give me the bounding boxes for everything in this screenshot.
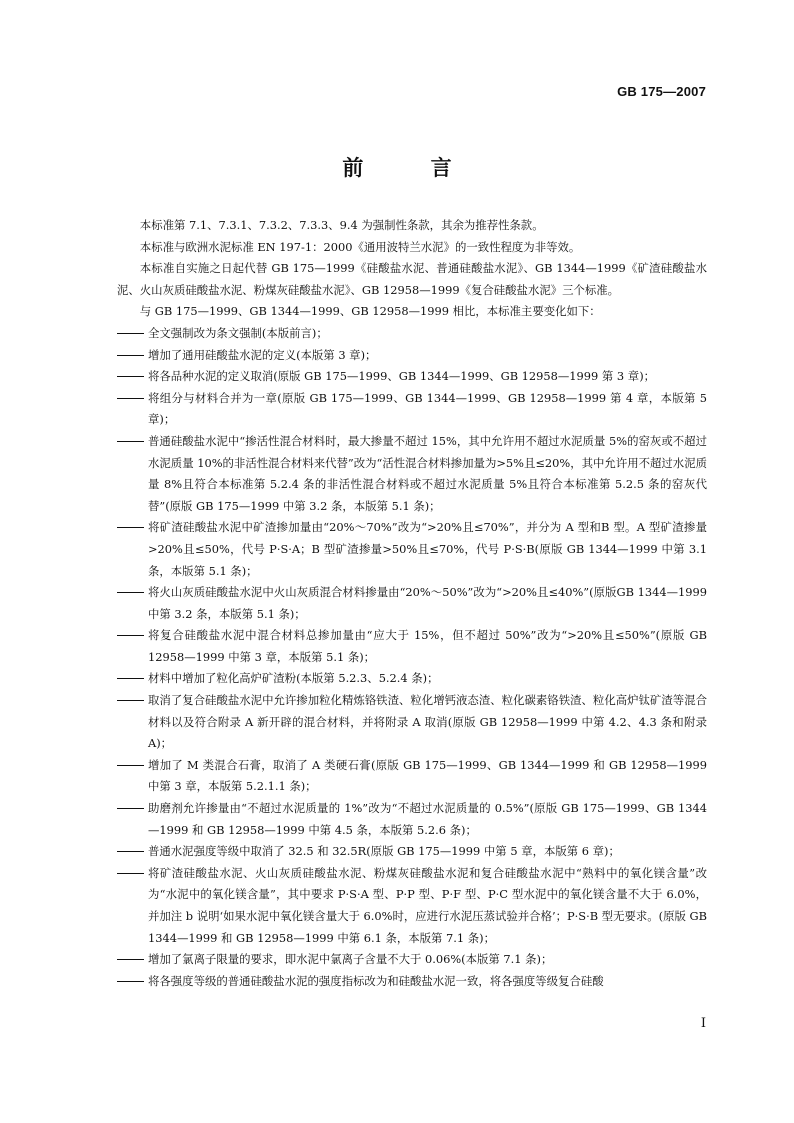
change-item <box>117 323 707 345</box>
dash-marker <box>117 376 144 377</box>
dash-marker <box>117 355 144 356</box>
change-text: 将复合硅酸盐水泥中混合材料总掺加量由“应大于 15%，但不超过 50%”改为“>20%且≤50%”(原版 GB 12958—1999 中第 3 章，本版第 5.1 条)； <box>148 628 707 664</box>
dash-marker <box>117 981 144 982</box>
dash-marker <box>117 635 144 636</box>
change-item <box>117 690 707 755</box>
dash-marker <box>117 592 144 593</box>
dash-marker <box>117 527 144 528</box>
change-item <box>117 949 707 971</box>
change-item <box>117 971 707 993</box>
paragraph: 本标准与欧洲水泥标准 EN 197-1：2000《通用波特兰水泥》的一致性程度为非等效。 <box>139 239 581 254</box>
change-item <box>117 755 707 798</box>
dash-marker <box>117 765 144 766</box>
paragraph: 与 GB 175—1999、GB 1344—1999、GB 12958—1999 相比，本标准主要变化如下： <box>139 304 601 319</box>
dash-marker <box>117 873 144 874</box>
dash-marker <box>117 333 144 334</box>
change-item <box>117 625 707 668</box>
change-text: 增加了氯离子限量的要求，即水泥中氯离子含量不大于 0.06%(本版第 7.1 条)； <box>148 952 553 967</box>
change-item <box>117 582 707 625</box>
change-item <box>117 366 707 388</box>
change-text: 增加了 M 类混合石膏，取消了 A 类硬石膏(原版 GB 175—1999、GB 1344—1999 和 GB 12958—1999 中第 3 章，本版第 5.2.1.1 条)； <box>148 757 707 794</box>
foreword-body <box>117 215 707 992</box>
dash-marker <box>117 959 144 960</box>
dash-marker <box>117 851 144 852</box>
dash-marker <box>117 808 144 809</box>
change-text: 普通水泥强度等级中取消了 32.5 和 32.5R(原版 GB 175—1999 中第 5 章，本版第 6 章)； <box>148 844 620 859</box>
change-text: 材料中增加了粒化高炉矿渣粉(本版第 5.2.3、5.2.4 条)； <box>148 671 439 686</box>
change-text: 将矿渣硅酸盐水泥中矿渣掺加量由“20%～70%”改为“>20%且≤70%”，并分为 A 型和B 型。A 型矿渣掺量>20%且≤50%，代号 P·S·A；B 型矿渣掺量>50%且≤70%，代号 P·S·B(原版 GB 1344—1999 中第 3.1 条，本版第 5.1 条)； <box>148 520 707 578</box>
change-text: 全文强制改为条文强制(本版前言)； <box>148 325 328 340</box>
dash-marker <box>117 398 144 399</box>
paragraph: 本标准自实施之日起代替 GB 175—1999《硅酸盐水泥、普通硅酸盐水泥》、GB 1344—1999《矿渣硅酸盐水泥、火山灰质硅酸盐水泥、粉煤灰硅酸盐水泥》、GB 12958—1999《复合硅酸盐水泥》三个标准。 <box>117 261 707 297</box>
change-item <box>117 841 707 863</box>
standard-number: GB 175—2007 <box>617 84 706 99</box>
change-item <box>117 517 707 582</box>
change-item <box>117 345 707 367</box>
change-text: 将火山灰质硅酸盐水泥中火山灰质混合材料掺量由“20%～50%”改为“>20%且≤40%”(原版GB 1344—1999 中第 3.2 条，本版第 5.1 条)； <box>148 585 707 621</box>
dash-marker <box>117 700 144 701</box>
paragraph: 本标准第 7.1、7.3.1、7.3.2、7.3.3、9.4 为强制性条款，其余为推荐性条款。 <box>139 218 544 232</box>
change-text: 取消了复合硅酸盐水泥中允许掺加粒化精炼铬铁渣、粒化增钙液态渣、粒化碳素铬铁渣、粒化高炉钛矿渣等混合材料以及符合附录 A 新开辟的混合材料，并将附录 A 取消(原版 GB 12958—1999 中第 4.2、4.3 条和附录 A)； <box>148 693 707 751</box>
change-text: 将组分与材料合并为一章(原版 GB 175—1999、GB 1344—1999、GB 12958—1999 第 4 章，本版第 5 章)； <box>148 390 707 427</box>
change-text: 将各品种水泥的定义取消(原版 GB 175—1999、GB 1344—1999、GB 12958—1999 第 3 章)； <box>148 369 656 384</box>
dash-marker <box>117 441 144 442</box>
change-item <box>117 388 707 431</box>
change-text: 助磨剂允许掺量由“不超过水泥质量的 1%”改为“不超过水泥质量的 0.5%”(原版 GB 175—1999、GB 1344—1999 和 GB 12958—1999 中第 4.5 条，本版第 5.2.6 条)； <box>148 801 707 837</box>
dash-marker <box>117 678 144 679</box>
change-item <box>117 431 707 517</box>
change-text: 增加了通用硅酸盐水泥的定义(本版第 3 章)； <box>148 347 377 362</box>
change-text: 将各强度等级的普通硅酸盐水泥的强度指标改为和硅酸盐水泥一致，将各强度等级复合硅酸 <box>148 973 604 988</box>
change-item <box>117 668 707 690</box>
change-item <box>117 863 707 949</box>
page-number: I <box>700 1016 706 1031</box>
change-text: 普通硅酸盐水泥中“掺活性混合材料时，最大掺量不超过 15%，其中允许用不超过水泥质量 5%的窑灰或不超过水泥质量 10%的非活性混合材料来代替”改为“活性混合材料掺加量为>5%且≤20%，其中允许用不超过水泥质量 8%且符合本标准第 5.2.4 条的非活性混合材料或不超过水泥质量 5%且符合本标准第 5.2.5 条的窑灰代替”(原版 GB 175—1999 中第 3.2 条，本版第 5.1 条)； <box>148 433 707 513</box>
change-item <box>117 798 707 841</box>
page-title: 前 言 <box>342 156 482 180</box>
change-text: 将矿渣硅酸盐水泥、火山灰质硅酸盐水泥、粉煤灰硅酸盐水泥和复合硅酸盐水泥中“熟料中的氧化镁含量”改为“水泥中的氧化镁含量”，其中要求 P·S·A 型、P·P 型、P·F 型、P·C 型水泥中的氧化镁含量不大于 6.0%，并加注 b 说明‘如果水泥中氧化镁含量大于 6.0%时，应进行水泥压蒸试验并合格’；P·S·B 型无要求。(原版 GB 1344—1999 和 GB 12958—1999 中第 6.1 条，本版第 7.1 条)； <box>148 865 707 945</box>
